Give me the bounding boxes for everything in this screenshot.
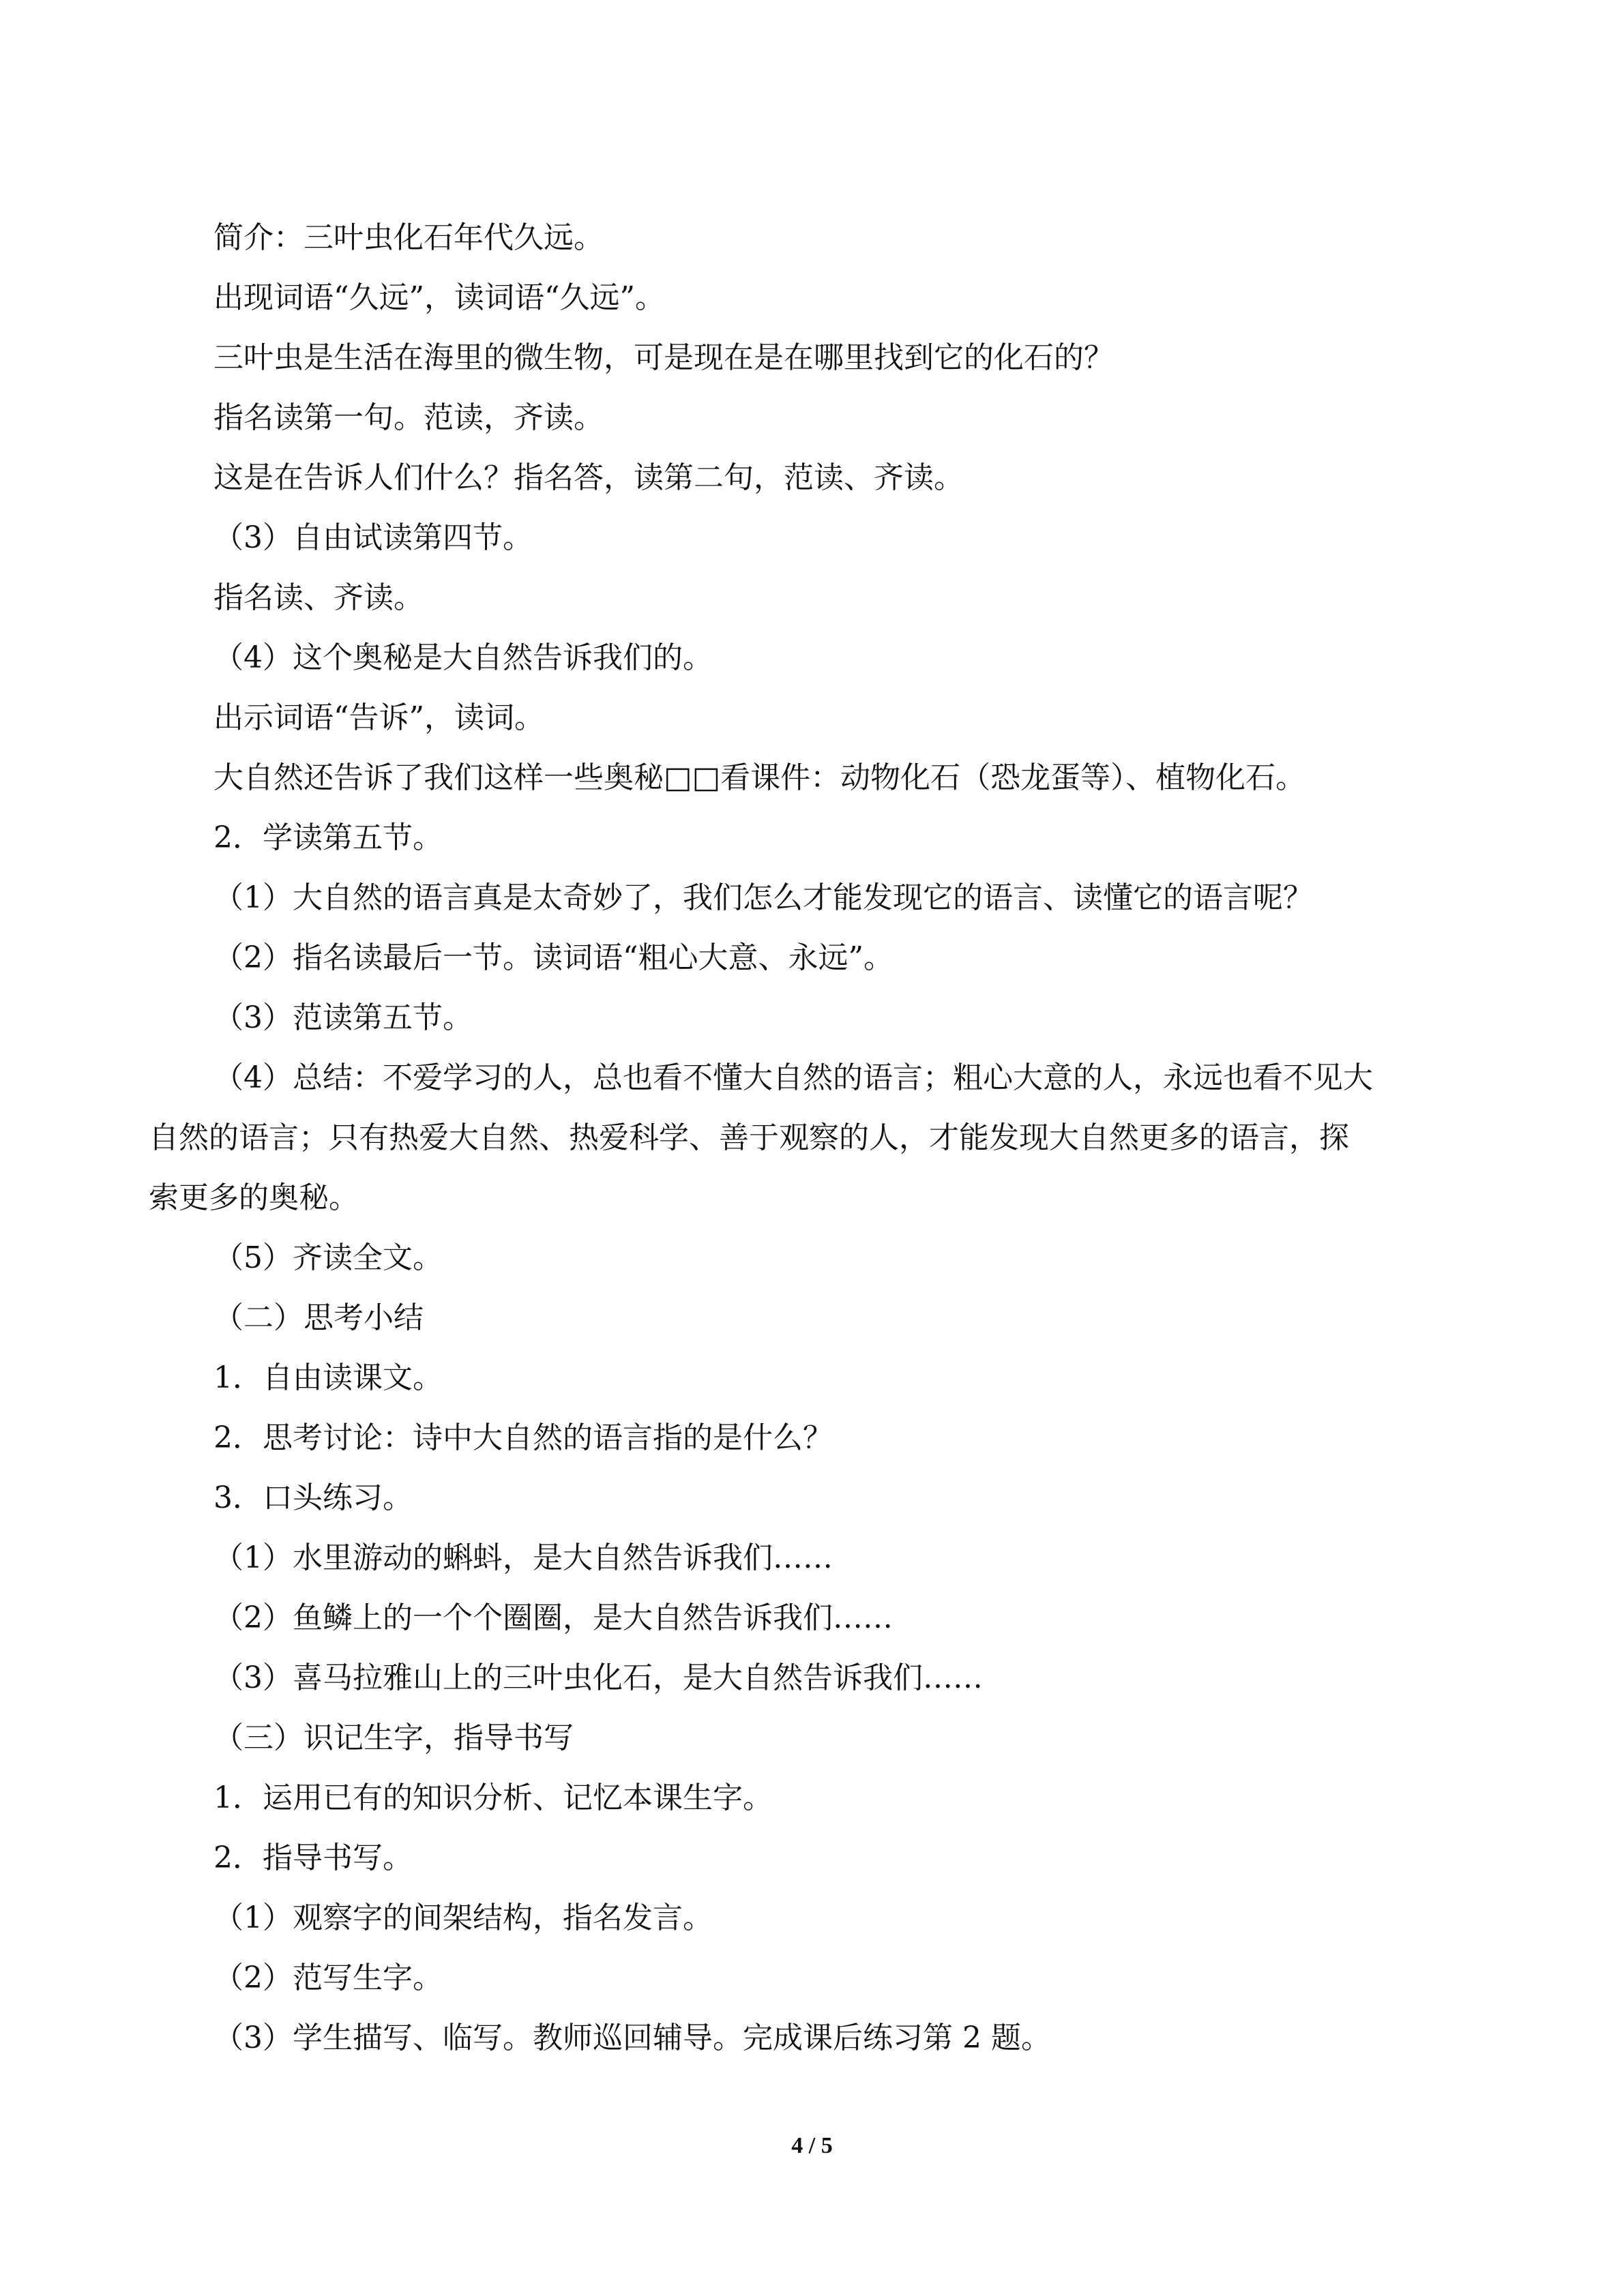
- text-line: （2）范写生字。: [213, 1960, 443, 1995]
- text-line: （二）思考小结: [213, 1300, 424, 1335]
- text-line: 2．学读第五节。: [213, 820, 443, 855]
- text-line: （4）这个奥秘是大自然告诉我们的。: [213, 640, 713, 675]
- text-line: （4）总结：不爱学习的人，总也看不懂大自然的语言；粗心大意的人，永远也看不见大: [213, 1060, 1373, 1095]
- text-line: （3）自由试读第四节。: [213, 520, 533, 555]
- text-line: 出示词语“告诉”，读词。: [213, 700, 544, 735]
- text-line: （2）指名读最后一节。读词语“粗心大意、永远”。: [213, 940, 894, 975]
- text-line: 1．运用已有的知识分析、记忆本课生字。: [213, 1780, 773, 1815]
- text-line: 简介：三叶虫化石年代久远。: [213, 220, 604, 255]
- text-line: （3）喜马拉雅山上的三叶虫化石，是大自然告诉我们……: [213, 1660, 983, 1695]
- page-number: 4 / 5: [791, 2133, 833, 2158]
- text-line: 3．口头练习。: [213, 1480, 413, 1515]
- text-line: 索更多的奥秘。: [149, 1180, 359, 1215]
- text-line: （1）大自然的语言真是太奇妙了，我们怎么才能发现它的语言、读懂它的语言呢？: [213, 880, 1313, 915]
- text-line: （3）范读第五节。: [213, 1000, 473, 1035]
- text-line: 自然的语言；只有热爱大自然、热爱科学、善于观察的人，才能发现大自然更多的语言，探: [149, 1120, 1349, 1155]
- text-line: 大自然还告诉了我们这样一些奥秘□□看课件：动物化石（恐龙蛋等）、植物化石。: [213, 760, 1306, 795]
- text-line: （三）识记生字，指导书写: [213, 1720, 574, 1755]
- text-line: （2）鱼鳞上的一个个圈圈，是大自然告诉我们……: [213, 1600, 893, 1635]
- text-line: 1．自由读课文。: [213, 1360, 443, 1395]
- text-line: 三叶虫是生活在海里的微生物，可是现在是在哪里找到它的化石的？: [213, 340, 1114, 375]
- text-line: 出现词语“久远”，读词语“久远”。: [213, 280, 665, 315]
- document-body: [149, 208, 1479, 2068]
- text-line: （1）观察字的间架结构，指名发言。: [213, 1900, 713, 1935]
- text-line: 这是在告诉人们什么？指名答，读第二句，范读、齐读。: [213, 460, 964, 495]
- text-line: 2．指导书写。: [213, 1840, 413, 1875]
- text-line: 指名读、齐读。: [213, 580, 424, 615]
- text-line: （1）水里游动的蝌蚪，是大自然告诉我们……: [213, 1540, 833, 1575]
- text-line: （3）学生描写、临写。教师巡回辅导。完成课后练习第 2 题。: [213, 2021, 1051, 2055]
- text-line: （5）齐读全文。: [213, 1240, 443, 1275]
- text-line: 2．思考讨论：诗中大自然的语言指的是什么？: [213, 1420, 833, 1455]
- text-line: 指名读第一句。范读，齐读。: [213, 400, 604, 435]
